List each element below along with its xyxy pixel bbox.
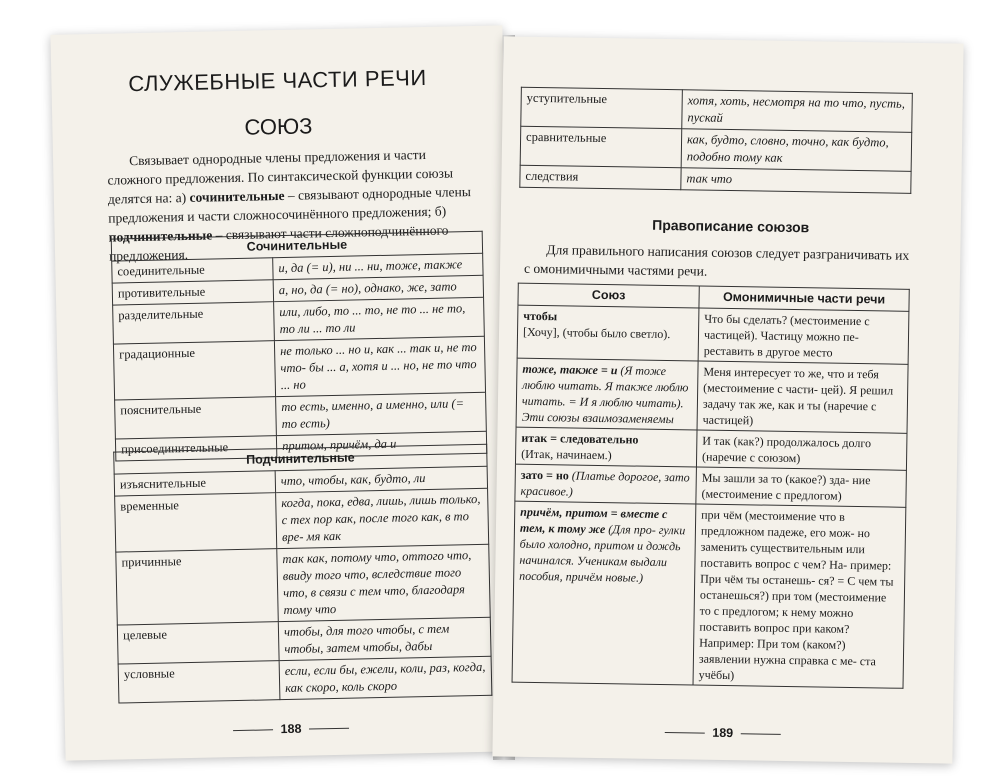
cell-union — [512, 501, 696, 685]
cell-example: то есть, именно, а именно, или (= то есть) — [276, 392, 487, 435]
intro-bold-sub: подчинительные — [108, 227, 213, 245]
cell-union — [517, 305, 699, 361]
union-word: чтобы — [523, 308, 558, 324]
cell-type: присоединительные — [115, 436, 276, 461]
page-number-text: 188 — [280, 721, 302, 737]
column-header-homonym: Омонимичные части речи — [699, 286, 909, 311]
union-word: тоже, также = и — [522, 361, 618, 378]
column-header-union: Союз — [518, 283, 699, 308]
cell-type: противительные — [112, 280, 273, 305]
cell-type: целевые — [117, 622, 279, 664]
union-word: итак = следовательно — [521, 430, 639, 447]
cell-type: следствия — [520, 165, 681, 190]
cell-example: или, либо, то ... то, не то ... не то, то ли ... то ли — [274, 297, 485, 340]
union-example: (Я тоже люблю читать. Я также люблю читать. = И я люблю читать). Эти союзы взаимозаменяемы — [521, 363, 689, 427]
cell-type: причинные — [116, 549, 278, 625]
cell-example: хотя, хоть, несмотря на то что, пусть, пускай — [682, 90, 913, 133]
union-word: причём, притом = вместе с тем, к тому же — [519, 504, 668, 537]
table-header: Подчинительные — [114, 444, 487, 474]
table-row — [118, 656, 492, 703]
cell-type: пояснительные — [115, 397, 277, 439]
union-example: [Хочу], (чтобы было светло). — [522, 324, 671, 342]
cell-union — [515, 427, 697, 467]
coordinating-table — [111, 231, 488, 462]
intro-text-2: – связывают однородные члены предложения и части сложносочинённого предложения; б) — [108, 184, 471, 226]
cell-example: что, чтобы, как, будто, ли — [275, 466, 487, 492]
cell-union — [515, 464, 697, 504]
page-number — [493, 722, 953, 743]
table-row — [515, 464, 907, 507]
divider — [309, 728, 349, 730]
table-row — [115, 488, 489, 552]
section-title: Правописание союзов — [652, 216, 810, 236]
page-title: СЛУЖЕБНЫЕ ЧАСТИ РЕЧИ — [128, 64, 427, 97]
table-row — [516, 358, 908, 433]
cell-type: изъяснительные — [114, 471, 275, 496]
cell-type: уступительные — [521, 87, 683, 129]
intro-bold-coord: сочинительные — [189, 187, 285, 205]
union-word: зато = но — [520, 467, 569, 483]
cell-example: а, но, да (= но), однако, же, зато — [273, 275, 483, 301]
cell-union — [516, 358, 698, 430]
cell-type: сравнительные — [520, 126, 682, 168]
cell-example: когда, пока, едва, лишь, лишь только, с тех пор как, после того как, в то вре- мя как — [276, 488, 489, 548]
page-number-text: 189 — [712, 725, 734, 741]
cell-example: так как, потому что, оттого что, ввиду того что, вследствие того что, в связи с тем что, благодаря тому что — [277, 544, 490, 621]
section-title: СОЮЗ — [244, 113, 313, 140]
intro-text-1: Связывает однородные члены предложения и части сложного предложения. По синтаксической функции союзы делятся на: а) — [107, 146, 454, 207]
divider — [664, 732, 704, 734]
union-example: (Для про- гулки было холодно, притом и дождь начинался. Ученикам выдали пособия, причём новые.) — [519, 522, 686, 585]
intro-text-3: – связывают части сложноподчинённого предложения. — [108, 222, 449, 264]
table-row — [515, 427, 907, 470]
table-header: Сочинительные — [111, 231, 482, 261]
table-row — [521, 87, 913, 132]
table-row — [512, 501, 906, 688]
cell-example: притом, причём, да и — [276, 431, 486, 457]
subordinating-table-continued — [519, 87, 913, 194]
subordinating-table — [113, 444, 492, 704]
divider — [741, 733, 781, 735]
cell-example: если, если бы, ежели, коли, раз, когда, как скоро, коль скоро — [279, 656, 492, 699]
cell-type: условные — [118, 661, 280, 703]
cell-homonym: Что бы сделать? (местоимение с частицей). Частицу можно пе- реставить в другое место — [698, 308, 909, 364]
cell-homonym: Мы зашли за то (какое?) зда- ние (местоимение с предлогом) — [696, 467, 907, 507]
cell-example: не только ... но и, как ... так и, не то что- бы ... а, хотя и ... но, не то что ... но — [274, 336, 485, 396]
cell-example: так что — [681, 168, 911, 194]
table-row — [517, 305, 909, 364]
cell-homonym: Меня интересует то же, что и тебя (местоимение с части- цей). Я решил задачу так же, как и ты (наречие с частицей) — [697, 361, 908, 433]
union-example: (Итак, начинаем.) — [521, 446, 612, 463]
cell-example: как, будто, словно, точно, как будто, подобно тому как — [681, 129, 912, 172]
cell-type: разделительные — [113, 302, 275, 344]
cell-example: чтобы, для того чтобы, с тем чтобы, затем чтобы, дабы — [278, 617, 491, 660]
cell-homonym: при чём (местоимение что в предложном падеже, его мож- но заменить существительным или поставить вопрос с чем? На- пример: При чём ты останешь- ся? = С чем ты останешься?) при том (местоимение то с предлогом; к нему можно поставить вопрос при каком? Например: При том (каком?) заявлении нужна справка с ме- ста учёбы) — [693, 504, 906, 688]
left-page — [50, 25, 517, 760]
table-row — [116, 544, 490, 625]
table-row — [113, 336, 485, 400]
table-row — [520, 126, 912, 171]
page-number — [65, 717, 517, 740]
cell-homonym: И так (как?) продолжалось долго (наречие с союзом) — [696, 430, 907, 470]
right-page — [492, 36, 963, 763]
union-example: (Платье дорогое, зато красивое.) — [520, 468, 690, 499]
homonyms-table — [512, 283, 910, 689]
cell-type: соединительные — [112, 258, 273, 283]
cell-type: градационные — [113, 341, 275, 400]
divider — [233, 730, 273, 732]
cell-type: временные — [115, 493, 277, 552]
section-intro: Для правильного написания союзов следует разграничивать их с омонимичными частями речи. — [523, 242, 910, 279]
cell-example: и, да (= и), ни ... ни, тоже, также — [273, 253, 483, 279]
